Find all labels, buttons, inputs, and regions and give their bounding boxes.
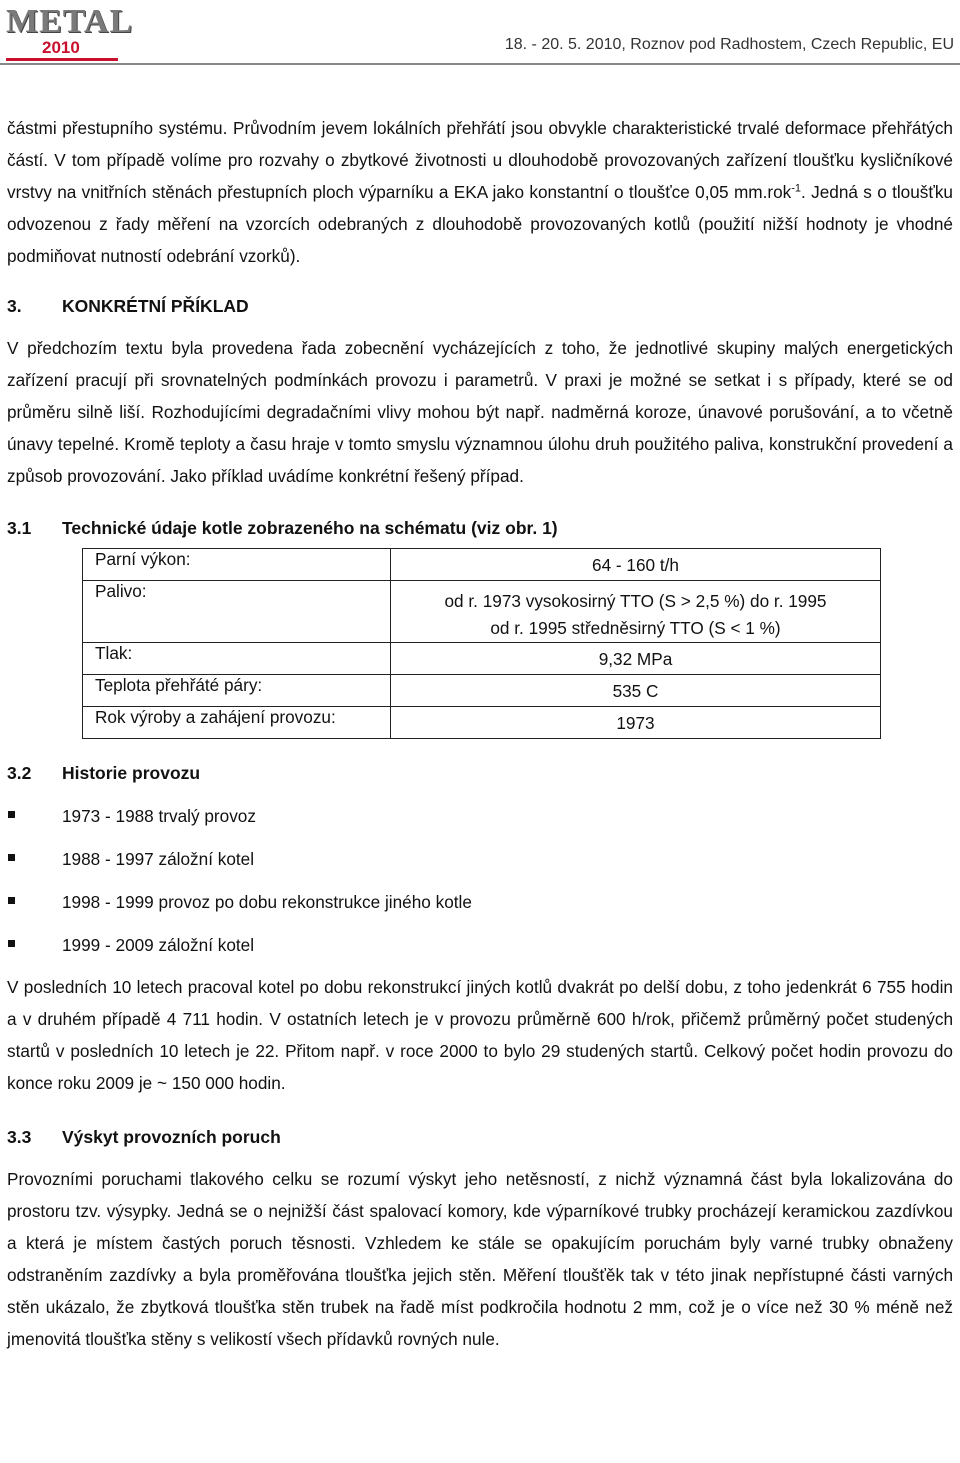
table-cell-value: 535 C: [391, 675, 881, 707]
square-bullet-icon: [8, 897, 15, 904]
list-item-text: 1999 - 2009 záložní kotel: [62, 935, 255, 955]
logo-year: 2010: [42, 38, 80, 57]
intro-superscript: -1: [791, 182, 802, 195]
table-row: [83, 707, 881, 739]
section-3-1-heading: [7, 512, 953, 544]
boiler-spec-table: [82, 548, 881, 739]
page-header: [0, 0, 960, 66]
section-3-2-heading: [7, 757, 953, 789]
list-item: [7, 838, 953, 881]
section-3-2-paragraph: V posledních 10 letech pracoval kotel po dobu rekonstrukcí jiných kotlů dvakrát po delší dobu, z toho jedenkrát 6 755 hodin a v druhém případě 4 711 hodin. V ostatních letech je v provozu průměrně 600 h/rok, přičemž průměrný počet studených startů v posledních 10 letech je 22. Přitom např. v roce 2000 to bylo 29 studených startů. Celkový počet hodin provozu do konce roku 2009 je ~ 150 000 hodin.: [7, 977, 953, 1093]
section-3-title: KONKRÉTNÍ PŘÍKLAD: [62, 296, 249, 316]
section-3-1-title: Technické údaje kotle zobrazeného na schématu (viz obr. 1): [62, 518, 558, 538]
section-3-1-number: 3.1: [7, 518, 32, 538]
table-row: [83, 675, 881, 707]
section-3-2-number: 3.2: [7, 763, 32, 783]
page-content: [7, 112, 953, 1355]
table-cell-label: Tlak:: [83, 643, 391, 675]
logo-underline: [6, 58, 118, 61]
list-item: [7, 881, 953, 924]
fuel-line-1: od r. 1973 vysokosirný TTO (S > 2,5 %) do r. 1995: [444, 591, 827, 611]
operation-history-list: [7, 795, 953, 967]
section-3-number: 3.: [7, 296, 22, 316]
section-3-3-paragraph: Provozními poruchami tlakového celku se rozumí výskyt jeho netěsností, z nichž významná část byla lokalizována do prostoru tzv. výsypky. Jedná se o nejnižší část spalovací komory, kde výparníkové trubky procházejí keramickou zazdívkou a která je místem častých poruch těsnosti. Vzhledem ke stále se opakujícím poruchám byly varné trubky obnaženy odstraněním zazdívky a byla proměřována tloušťka jejich stěn. Měření tloušťěk tak v této jinak nepřístupné části varných stěn ukázalo, že zbytková tloušťka stěn trubek na řadě míst podkročila hodnotu 2 mm, což je o více než 30 % méně než jmenovitá tloušťka stěny s velikostí všech přídavků rovných nule.: [7, 1169, 953, 1349]
conference-info: 18. - 20. 5. 2010, Roznov pod Radhostem, Czech Republic, EU: [504, 36, 954, 53]
square-bullet-icon: [8, 811, 15, 818]
section-3-2-title: Historie provozu: [62, 763, 201, 783]
table-row: [83, 581, 881, 643]
section-3-paragraph: V předchozím textu byla provedena řada zobecnění vycházejících z toho, že jednotlivé skupiny malých energetických zařízení pracují při srovnatelných podmínkách provozu i parametrů. V praxi je možné se setkat i s případy, které se od průměru silně liší. Rozhodujícími degradačními vlivy mohou být např. nadměrná koroze, únavové porušování, a to včetně únavy tepelné. Kromě teploty a času hraje v tomto smyslu významnou úlohu druh použitého paliva, konstrukční provedení a způsob provozování. Jako příklad uvádíme konkrétní řešený případ.: [7, 338, 953, 486]
section-3-3-heading: [7, 1121, 953, 1153]
table-cell-value: [391, 581, 881, 643]
list-item-text: 1988 - 1997 záložní kotel: [62, 849, 255, 869]
table-row: [83, 643, 881, 675]
square-bullet-icon: [8, 854, 15, 861]
section-3-3-number: 3.3: [7, 1127, 32, 1147]
section-3-heading: [7, 290, 953, 322]
table-cell-label: Rok výroby a zahájení provozu:: [83, 707, 391, 739]
intro-paragraph: [7, 112, 953, 272]
header-divider: [0, 63, 960, 65]
table-cell-label: Teplota přehřáté páry:: [83, 675, 391, 707]
table-cell-value: 9,32 MPa: [391, 643, 881, 675]
square-bullet-icon: [8, 940, 15, 947]
logo-wordmark: METAL: [6, 3, 134, 40]
intro-text-a: částmi přestupního systému. Průvodním jevem lokálních přehřátí jsou obvykle charakteristické trvalé deformace přehřátých částí. V tom případě volíme pro rozvahy o zbytkové životnosti u dlouhodobě provozovaných zařízení tloušťku kysličníkové vrstvy na vnitřních stěnách přestupních ploch výparníku a EKA jako konstantní o tloušťce 0,05 mm.rok: [7, 118, 953, 202]
section-3-3-title: Výskyt provozních poruch: [62, 1127, 281, 1147]
list-item: [7, 795, 953, 838]
list-item-text: 1973 - 1988 trvalý provoz: [62, 806, 256, 826]
table-cell-value: 64 - 160 t/h: [391, 549, 881, 581]
list-item-text: 1998 - 1999 provoz po dobu rekonstrukce jiného kotle: [62, 892, 472, 912]
table-cell-label: Parní výkon:: [83, 549, 391, 581]
list-item: [7, 924, 953, 967]
fuel-line-2: od r. 1995 středněsirný TTO (S < 1 %): [490, 618, 781, 638]
metal-2010-logo: [6, 3, 134, 62]
table-cell-value: 1973: [391, 707, 881, 739]
intro-text-b: . Jedná s o tloušťku odvozenou z řady měření na vzorcích odebraných z dlouhodobě provozovaných kotlů (použití nižší hodnoty je vhodné podmiňovat nutností odebrání vzorků).: [7, 182, 953, 266]
table-row: [83, 549, 881, 581]
table-cell-label: Palivo:: [83, 581, 391, 643]
